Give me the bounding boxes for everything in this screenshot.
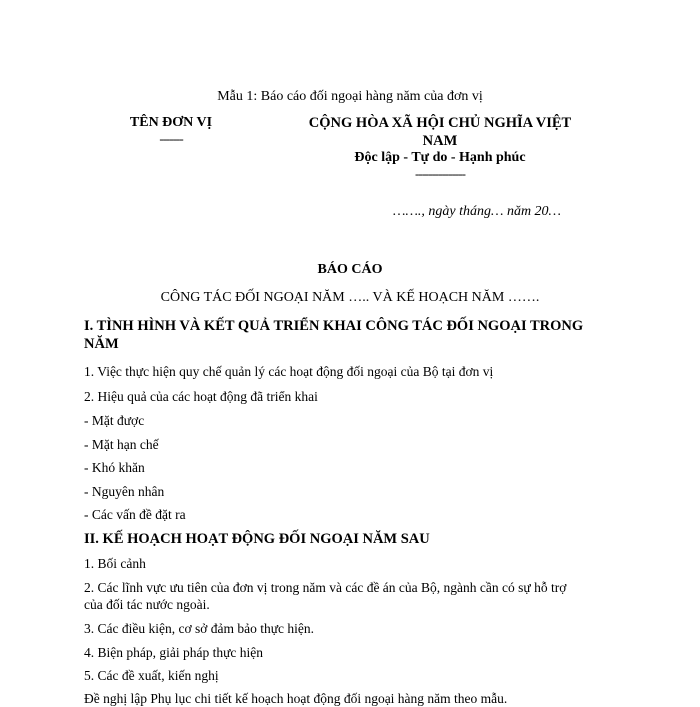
section-1-item: - Nguyên nhân <box>84 484 165 499</box>
report-title: BÁO CÁO <box>317 262 383 277</box>
section-2-item-continued: của đối tác nước ngoài. <box>84 597 210 612</box>
unit-name: TÊN ĐƠN VỊ <box>129 115 213 130</box>
section-2-item: 3. Các điều kiện, cơ sở đảm bảo thực hiện. <box>84 621 315 636</box>
section-2-item: 1. Bối cảnh <box>84 556 146 571</box>
section-2-item: 4. Biện pháp, giải pháp thực hiện <box>84 645 264 660</box>
section-2-note: Đề nghị lập Phụ lục chi tiết kế hoạch hoạt động đối ngoại hàng năm theo mẫu. <box>84 691 508 706</box>
date-line: ……., ngày tháng… năm 20… <box>393 204 562 219</box>
section-1-heading-continued: NĂM <box>84 336 119 352</box>
section-2-item: 2. Các lĩnh vực ưu tiên của đơn vị trong năm và các đề án của Bộ, ngành cần có sự hỗ trợ <box>84 580 567 595</box>
section-1-item: - Mặt được <box>84 413 145 428</box>
national-motto: Độc lập - Tự do - Hạnh phúc <box>354 150 526 165</box>
unit-divider: ------- <box>159 131 183 146</box>
section-1-item: 1. Việc thực hiện quy chế quản lý các hoạt động đối ngoại của Bộ tại đơn vị <box>84 364 494 379</box>
section-1-heading: I. TÌNH HÌNH VÀ KẾT QUẢ TRIỂN KHAI CÔNG TÁC ĐỐI NGOẠI TRONG <box>84 318 584 334</box>
section-1-item: - Các vấn đề đặt ra <box>84 507 186 522</box>
republic-title-line2: NAM <box>422 133 458 149</box>
report-subtitle: CÔNG TÁC ĐỐI NGOẠI NĂM ….. VÀ KẾ HOẠCH NĂM ……. <box>160 290 540 305</box>
section-1-item: - Khó khăn <box>84 460 145 475</box>
section-2-item: 5. Các đề xuất, kiến nghị <box>84 668 219 683</box>
section-1-item: 2. Hiệu quả của các hoạt động đã triển khai <box>84 389 318 404</box>
form-title: Mẫu 1: Báo cáo đối ngoại hàng năm của đơn vị <box>217 89 483 104</box>
republic-title-line1: CỘNG HÒA XÃ HỘI CHỦ NGHĨA VIỆT <box>308 115 572 131</box>
section-1-item: - Mặt hạn chế <box>84 437 159 452</box>
motto-divider: --------------- <box>415 166 465 181</box>
section-2-heading: II. KẾ HOẠCH HOẠT ĐỘNG ĐỐI NGOẠI NĂM SAU <box>84 531 430 547</box>
